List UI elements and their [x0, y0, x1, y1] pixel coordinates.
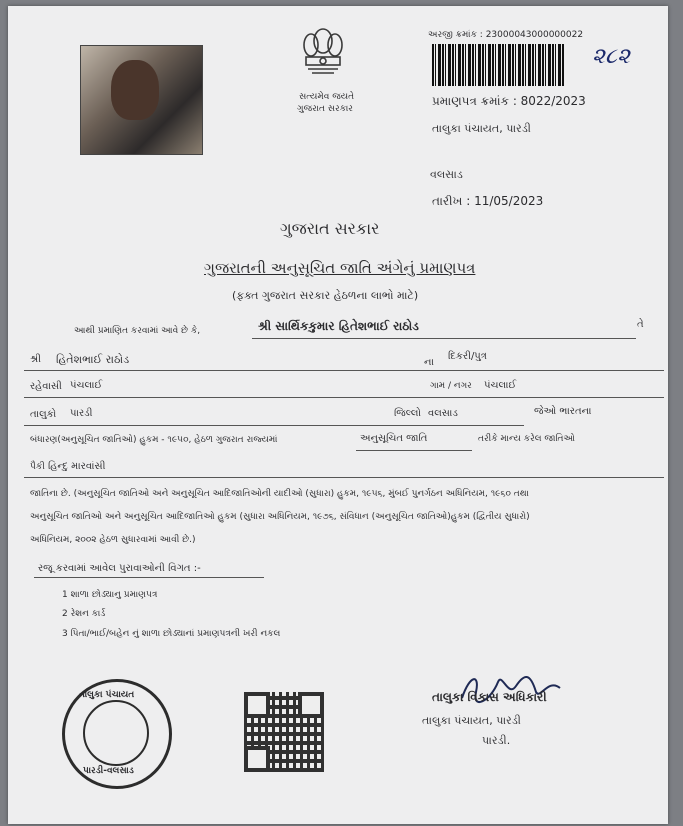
evidence-item: 1 શાળા છોડ્યાનુ પ્રમાણપત્ર [62, 590, 158, 600]
caste-prefix: પૈકી [30, 462, 45, 472]
certificate-subtitle: (ફક્ત ગુજરાત સરકાર હેઠળના લાભો માટે) [232, 289, 419, 302]
caste-name: હિન્દુ મારવાંસી [48, 461, 106, 472]
certificate-sheet [8, 6, 668, 824]
national-emblem-icon [294, 21, 352, 91]
recognized-text: તરીકે માન્ય કરેલ જાતિઓ [478, 434, 575, 444]
official-seal [62, 679, 172, 789]
legal-para-line-3: અધિનિયમ, ૨૦૦૨ હેઠળ સુધારવામાં આવી છે.) [30, 535, 196, 545]
certificate-number: પ્રમાણપત્ર ક્રમાંક : 8022/2023 [432, 94, 586, 108]
barcode [432, 44, 564, 86]
applicant-name: શ્રી સાર્થિકકુમાર હિતેશભાઈ રાઠોડ [258, 319, 419, 333]
officer-office: તાલુકા પંચાયત, પારડી [422, 714, 521, 727]
applicant-photo [80, 45, 203, 155]
qr-code [244, 692, 324, 772]
emblem-caption-2: ગુજરાત સરકાર [297, 104, 353, 114]
relation: દિકરી/પુત્ર [448, 351, 487, 362]
certificate-title: ગુજરાતની અનુસૂચિત જાતિ અંગેનું પ્રમાણપત્ર [204, 259, 476, 277]
residence-label: રહેવાસી [30, 381, 62, 392]
seal-text-bottom: પારડી-વલસાડ [83, 766, 134, 776]
officer-title: તાલુકા વિકાસ અધિકારી [432, 690, 547, 704]
govt-heading: ગુજરાત સરકાર [280, 219, 380, 238]
father-name: હિતેશભાઈ રાઠોડ [56, 353, 130, 366]
intro-text: આથી પ્રમાણિત કરવામાં આવે છે કે, [74, 326, 201, 336]
evidence-item: 2 રેશન કાર્ડ [62, 609, 106, 619]
taluka: પારડી [70, 408, 93, 419]
emblem-caption-1: સત્યમેવ જયતે [299, 92, 355, 102]
evidence-item: 3 પિતા/ભાઈ/બહેન નું શાળા છોડ્યાનાં પ્રમાણપત્રની ખરી નકલ [62, 629, 281, 639]
officer-place: પારડી. [482, 734, 511, 747]
seal-text-top: તાલુકા પંચાયત [79, 690, 135, 700]
order-text: બંધારણ(અનુસૂચિત જાતિઓ) હુકમ - ૧૯૫૦, હેઠળ ગુજરાત રાજ્યમાં [30, 435, 278, 445]
district: વલસાડ [428, 408, 458, 419]
handwritten-number: ૨૮૨ [592, 44, 630, 69]
district-label: જિલ્લો [394, 408, 421, 419]
name-suffix: તે [637, 319, 644, 330]
certificate-date: તારીખ : 11/05/2023 [432, 194, 544, 208]
india-text: જેઓ ભારતના [534, 406, 592, 417]
district-header: વલસાડ [430, 168, 463, 181]
relation-label: ના [424, 357, 434, 368]
residence: પંચલાઈ [70, 380, 103, 391]
legal-para-line-2: અનુસૂચિત જાતિઓ અને અનુસૂચિત આદિજાતિઓ હુકમ (સુધારા અધિનિયમ, ૧૯૭૬, સંવિધાન (અનુસૂચિત જાતિઓ)હુકમ (દ્વિતીય સુધારો) [30, 512, 530, 522]
caste-category: અનુસૂચિત જાતિ [360, 433, 428, 444]
issuing-office: તાલુકા પંચાયત, પારડી [432, 122, 531, 135]
serial-number: અરજી ક્રમાંક : 23000043000000022 [428, 30, 584, 40]
taluka-label: તાલુકો [30, 409, 57, 420]
evidence-title: રજૂ કરવામાં આવેલ પુરાવાઓની વિગત :- [38, 563, 201, 574]
legal-para-line-1: જાતિના છે. (અનુસૂચિત જાતિઓ અને અનુસૂચિત આદિજાતિઓની યાદીઓ (સુધારા) હુકમ, ૧૯૫૬, મુંબઈ પુનર્ગઠન અધિનિયમ, ૧૯૬૦ તથા [30, 489, 529, 499]
village: પંચલાઈ [484, 380, 517, 391]
village-label: ગામ / નગર [430, 381, 472, 391]
father-prefix: શ્રી [30, 354, 42, 365]
